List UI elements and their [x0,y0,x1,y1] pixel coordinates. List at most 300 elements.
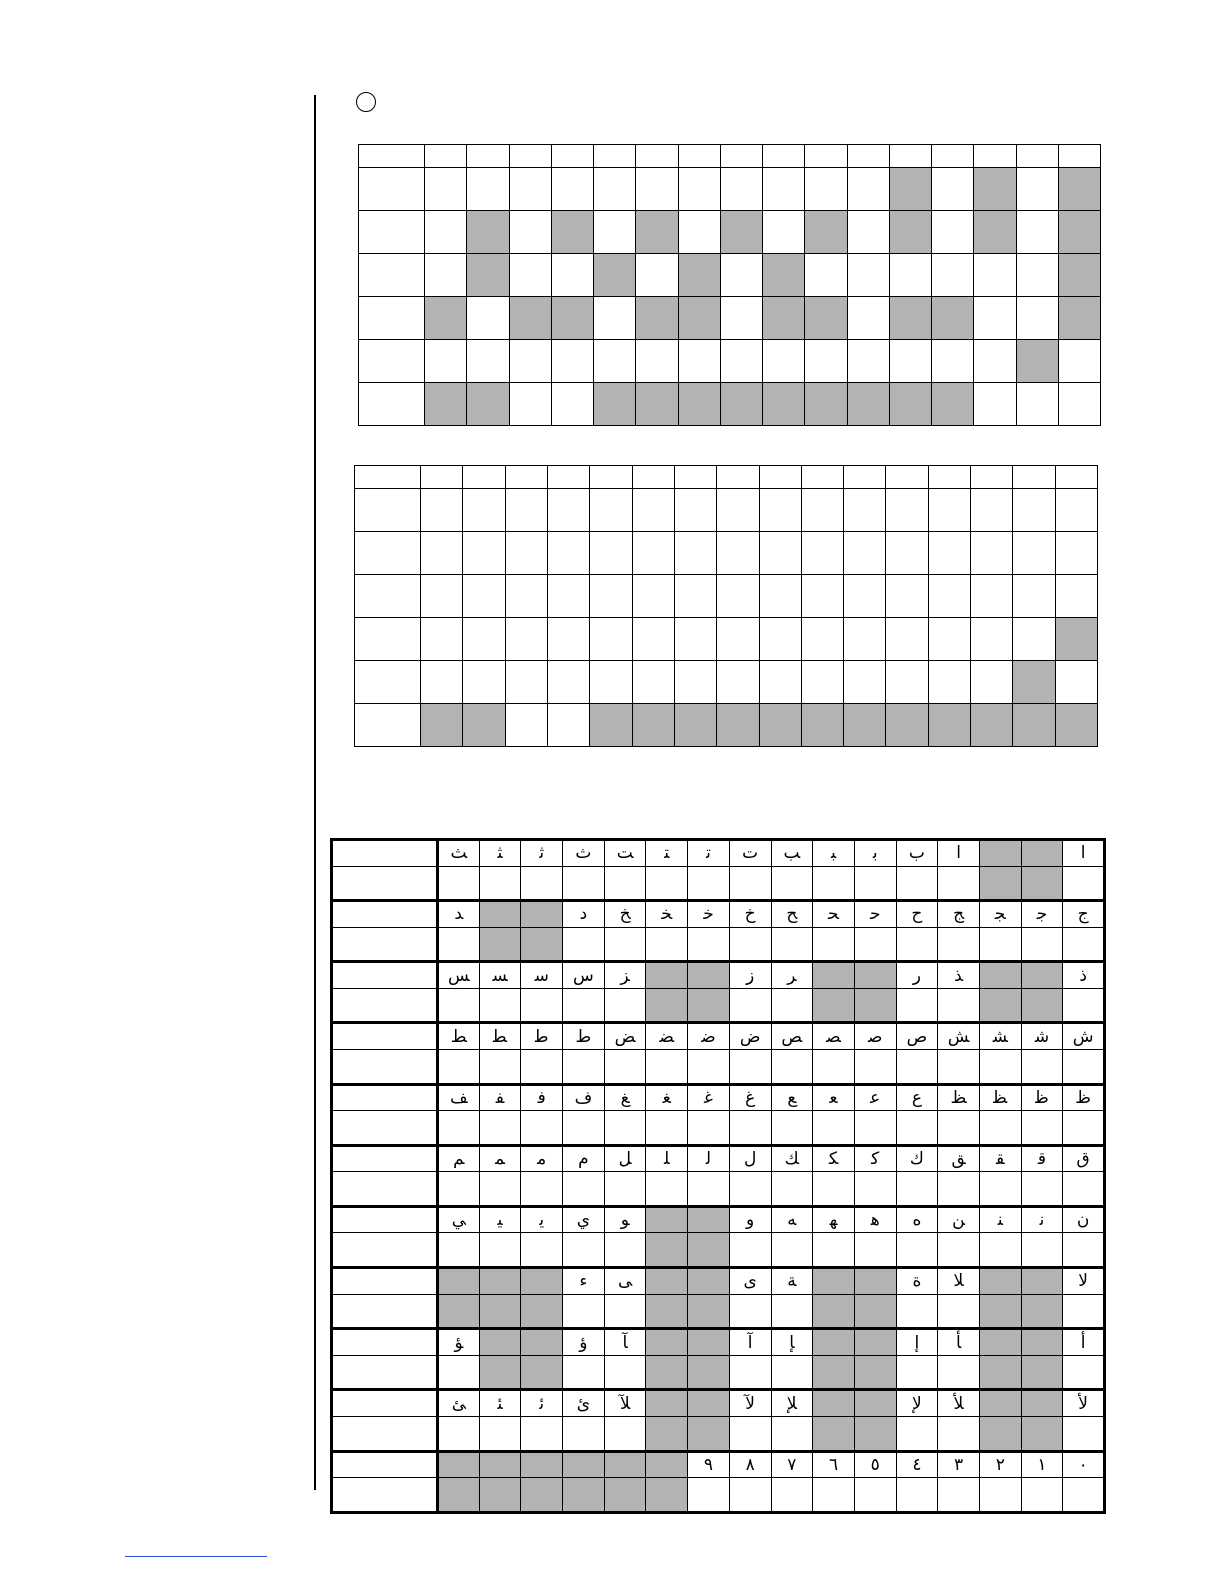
grid-cell-shaded [889,383,931,426]
blank-cell [729,866,771,901]
char-cell: ﻚ [771,1145,813,1172]
blank-cell [896,1233,938,1268]
blank-cell [729,1355,771,1390]
grid-cell [717,575,759,618]
grid-cell [632,618,674,661]
grid-cell [886,532,928,575]
blank-cell-shaded [521,1478,563,1513]
blank-cell-shaded [688,1233,730,1268]
grid-cell [425,211,467,254]
char-blank-row [332,1049,1105,1084]
char-cell: ﻄ [479,1023,521,1050]
grid-cell [425,340,467,383]
char-cell: ض [729,1023,771,1050]
char-blank-row [332,927,1105,962]
blank-cell-shaded [854,1294,896,1329]
char-cell: ﻰ [604,1268,646,1295]
grid-cell [674,532,716,575]
char-cell: لإ [896,1390,938,1417]
char-cell: ز [729,962,771,989]
grid-cell [720,254,762,297]
grid-cell-shaded [847,383,889,426]
grid-cell-shaded [425,383,467,426]
blank-cell [771,1355,813,1390]
row-label-cell [332,1294,438,1329]
blank-cell-shaded [604,1478,646,1513]
blank-cell-shaded [521,1294,563,1329]
char-cell: ﻘ [979,1145,1021,1172]
grid-cell [463,466,505,489]
char-cell: لآ [729,1390,771,1417]
row-label-cell [332,962,438,989]
blank-cell [854,1478,896,1513]
row-label-cell [332,1451,438,1478]
grid-cell [678,340,720,383]
blank-cell [604,1049,646,1084]
grid-cell [763,340,805,383]
grid-cell [889,254,931,297]
row-label-cell [332,1172,438,1207]
blank-cell [896,1294,938,1329]
grid-cell [632,466,674,489]
blank-cell [729,1049,771,1084]
char-cell: ﺆ [438,1329,480,1356]
char-row [332,1268,1105,1295]
row-label-cell [332,1023,438,1050]
grid-cell [928,489,970,532]
grid-cell [359,297,425,340]
char-cell: ﻞ [604,1145,646,1172]
char-cell: ﺘ [646,840,688,867]
blank-cell-shaded [813,1355,855,1390]
char-cell: ﺈ [771,1329,813,1356]
char-cell: ﺞ [938,901,980,928]
grid-cell [551,145,593,168]
grid-cell-shaded [974,168,1016,211]
blank-cell-shaded [646,1355,688,1390]
grid-cell [801,466,843,489]
blank-cell [979,1111,1021,1146]
row-label-cell [332,1390,438,1417]
grid-cell [844,489,886,532]
char-cell: ﺳ [521,962,563,989]
blank-cell-shaded [688,1294,730,1329]
blank-cell [813,1111,855,1146]
blank-cell [604,1172,646,1207]
grid-cell-shaded [467,211,509,254]
blank-cell [979,1172,1021,1207]
char-cell: ﻃ [521,1023,563,1050]
blank-cell [521,1172,563,1207]
blank-cell [604,1233,646,1268]
char-cell: ﻮ [604,1206,646,1233]
grid-cell [1016,297,1058,340]
char-cell-shaded [521,1268,563,1295]
grid-cell [801,661,843,704]
blank-cell [438,1233,480,1268]
char-cell-shaded [646,962,688,989]
grid-cell-shaded [421,704,463,747]
blank-cell-shaded [646,988,688,1023]
row-label-cell [332,1049,438,1084]
row-label-cell [332,1206,438,1233]
blank-cell [1063,988,1105,1023]
char-row [332,1145,1105,1172]
blank-cell [688,927,730,962]
grid-cell [1055,575,1097,618]
blank-cell [563,1172,605,1207]
grid-cell-shaded [886,704,928,747]
char-cell: ه [896,1206,938,1233]
grid-cell [971,618,1013,661]
grid-cell-shaded [467,254,509,297]
grid-cell [678,168,720,211]
row-label-cell [332,1268,438,1295]
char-cell: ﺿ [688,1023,730,1050]
char-cell-shaded [854,1390,896,1417]
char-cell: ١ [1021,1451,1063,1478]
blank-cell [896,1111,938,1146]
blank-cell [438,1416,480,1451]
char-cell: لا [1063,1268,1105,1295]
grid-cell [717,466,759,489]
grid-row [359,340,1101,383]
grid-row [359,168,1101,211]
grid-cell [886,661,928,704]
grid-cell-shaded [590,704,632,747]
blank-cell [563,866,605,901]
blank-cell [896,1049,938,1084]
grid-cell [547,532,589,575]
grid-cell [805,168,847,211]
row-label-cell [332,1355,438,1390]
grid-cell-shaded [678,297,720,340]
char-blank-row [332,1294,1105,1329]
grid-cell [847,211,889,254]
char-cell: ى [729,1268,771,1295]
blank-cell [1063,927,1105,962]
char-row [332,1084,1105,1111]
blank-cell [813,1049,855,1084]
blank-cell-shaded [813,988,855,1023]
blank-cell [938,1111,980,1146]
blank-cell [896,1416,938,1451]
blank-cell [438,1172,480,1207]
grid-cell [805,340,847,383]
char-cell: ٢ [979,1451,1021,1478]
grid-cell-shaded [1016,340,1058,383]
grid-row [359,297,1101,340]
char-cell: ا [938,840,980,867]
grid-cell [509,145,551,168]
grid-cell [594,211,636,254]
grid-cell [509,254,551,297]
footnote-separator [125,1556,267,1557]
blank-cell [896,1478,938,1513]
grid-cell [674,661,716,704]
blank-cell [646,927,688,962]
grid-cell [759,618,801,661]
grid-row [355,489,1098,532]
grid-row [355,704,1098,747]
blank-cell [896,927,938,962]
grid-cell [1013,618,1055,661]
char-cell: م [563,1145,605,1172]
blank-cell [688,866,730,901]
blank-cell [771,1478,813,1513]
blank-cell [771,1416,813,1451]
blank-cell-shaded [688,988,730,1023]
char-cell: ر [896,962,938,989]
grid-cell [759,532,801,575]
blank-cell [813,866,855,901]
char-cell-shaded [646,1451,688,1478]
grid-cell [844,661,886,704]
grid-cell-shaded [1013,704,1055,747]
grid-cell [590,661,632,704]
char-cell: غ [729,1084,771,1111]
grid-cell [355,575,421,618]
blank-cell-shaded [979,1355,1021,1390]
char-cell: لأ [1063,1390,1105,1417]
grid-cell [717,532,759,575]
char-cell-shaded [479,1268,521,1295]
grid-cell-shaded [636,383,678,426]
row-label-cell [332,988,438,1023]
grid-cell [467,340,509,383]
grid-cell [355,704,421,747]
blank-cell-shaded [438,1478,480,1513]
char-cell-shaded [479,901,521,928]
char-cell-shaded [1021,1329,1063,1356]
grid-cell [547,618,589,661]
char-cell-shaded [604,1451,646,1478]
char-cell: ن [1063,1206,1105,1233]
blank-cell [1021,1049,1063,1084]
char-cell-shaded [479,1329,521,1356]
grid-cell [847,340,889,383]
grid-cell [928,466,970,489]
grid-cell [594,297,636,340]
char-cell: ف [563,1084,605,1111]
char-cell: ﺋ [521,1390,563,1417]
grid-cell [594,340,636,383]
blank-cell [938,1355,980,1390]
grid-cell [889,145,931,168]
char-cell: ٨ [729,1451,771,1478]
char-cell-shaded [646,1206,688,1233]
blank-cell [646,1049,688,1084]
char-cell: ﻌ [813,1084,855,1111]
blank-cell-shaded [854,1416,896,1451]
char-cell: ﺸ [979,1023,1021,1050]
blank-cell-shaded [521,927,563,962]
grid-cell-shaded [759,704,801,747]
blank-cell [771,927,813,962]
grid-cell [928,661,970,704]
char-cell: ﺮ [771,962,813,989]
grid-cell [801,575,843,618]
blank-cell [854,1111,896,1146]
char-cell: ٩ [688,1451,730,1478]
blank-cell [771,1049,813,1084]
grid-cell-shaded [551,297,593,340]
blank-cell-shaded [813,1416,855,1451]
grid-cell [974,297,1016,340]
blank-cell [854,866,896,901]
blank-cell [771,1233,813,1268]
grid-cell [421,575,463,618]
char-cell: ﻈ [979,1084,1021,1111]
blank-cell [979,1049,1021,1084]
grid-cell [889,340,931,383]
grid-cell-shaded [1055,618,1097,661]
grid-cell-shaded [1058,211,1100,254]
grid-cell [720,168,762,211]
blank-cell [979,1478,1021,1513]
blank-cell-shaded [1021,988,1063,1023]
char-blank-row [332,988,1105,1023]
char-cell-shaded [688,962,730,989]
char-cell: ٥ [854,1451,896,1478]
grid-cell [971,466,1013,489]
char-cell: ﻴ [479,1206,521,1233]
blank-cell [979,1233,1021,1268]
char-row [332,1023,1105,1050]
char-cell: ي [563,1206,605,1233]
char-cell: ﺔ [771,1268,813,1295]
char-cell: ﻠ [646,1145,688,1172]
char-cell-shaded [521,1451,563,1478]
grid-cell [974,383,1016,426]
blank-cell [896,988,938,1023]
char-cell: ﺬ [938,962,980,989]
char-cell-shaded [646,1329,688,1356]
blank-cell-shaded [646,1233,688,1268]
grid-cell [720,297,762,340]
blank-cell [938,1049,980,1084]
char-cell: ك [896,1145,938,1172]
blank-cell [604,1111,646,1146]
char-cell: ﻺ [771,1390,813,1417]
grid-cell [467,145,509,168]
char-cell-shaded [688,1390,730,1417]
char-cell: ﻫ [854,1206,896,1233]
char-cell: ﺨ [646,901,688,928]
char-cell: ﻆ [938,1084,980,1111]
grid-cell [844,575,886,618]
grid-cell [844,532,886,575]
char-cell-shaded [1021,1268,1063,1295]
blank-cell [1063,1416,1105,1451]
grid-cell-shaded [678,254,720,297]
blank-cell [813,927,855,962]
grid-cell [1055,466,1097,489]
grid-cell [551,383,593,426]
char-cell: ﻀ [646,1023,688,1050]
grid-cell [801,532,843,575]
grid-cell-shaded [889,297,931,340]
blank-cell [688,1111,730,1146]
blank-cell [813,1233,855,1268]
grid-cell [720,340,762,383]
grid-cell [678,211,720,254]
blank-cell [896,866,938,901]
grid-row [355,575,1098,618]
char-cell: ﺐ [771,840,813,867]
grid-cell [674,575,716,618]
grid-cell [355,466,421,489]
char-cell: ٧ [771,1451,813,1478]
blank-cell [979,927,1021,962]
char-cell: ش [1063,1023,1105,1050]
grid-cell [974,145,1016,168]
grid-row [355,532,1098,575]
grid-cell [886,575,928,618]
char-cell: ؤ [563,1329,605,1356]
char-cell: ة [896,1268,938,1295]
dot-grid-bottom [354,465,1098,747]
blank-cell [938,866,980,901]
char-cell: ﺷ [1021,1023,1063,1050]
blank-cell-shaded [479,1355,521,1390]
char-cell: ص [896,1023,938,1050]
grid-cell [971,489,1013,532]
char-cell: إ [896,1329,938,1356]
blank-cell [521,866,563,901]
char-cell: ﺧ [688,901,730,928]
grid-cell [1016,254,1058,297]
blank-cell [521,988,563,1023]
grid-cell [971,532,1013,575]
blank-cell [729,1294,771,1329]
grid-cell [636,340,678,383]
char-cell: خ [729,901,771,928]
blank-cell [1021,1111,1063,1146]
grid-cell [759,661,801,704]
blank-cell [854,927,896,962]
blank-cell [813,1478,855,1513]
grid-cell [590,489,632,532]
char-blank-row [332,1233,1105,1268]
grid-row [359,145,1101,168]
char-cell: ﻤ [479,1145,521,1172]
grid-cell-shaded [763,254,805,297]
blank-cell [479,988,521,1023]
blank-cell [438,927,480,962]
grid-cell-shaded [509,297,551,340]
char-cell: ﺒ [813,840,855,867]
char-row [332,962,1105,989]
grid-cell-shaded [463,704,505,747]
margin-vertical-rule [314,95,316,1490]
char-cell: ت [729,840,771,867]
blank-cell-shaded [563,1478,605,1513]
char-cell-shaded [1021,1390,1063,1417]
blank-cell [938,1478,980,1513]
char-cell: ﺗ [688,840,730,867]
grid-cell [1016,383,1058,426]
row-label-cell [332,1145,438,1172]
blank-cell [938,1294,980,1329]
char-cell: ث [563,840,605,867]
grid-cell [463,618,505,661]
grid-cell [509,340,551,383]
grid-cell [717,489,759,532]
grid-cell [421,466,463,489]
row-label-cell [332,1084,438,1111]
grid-row [359,383,1101,426]
